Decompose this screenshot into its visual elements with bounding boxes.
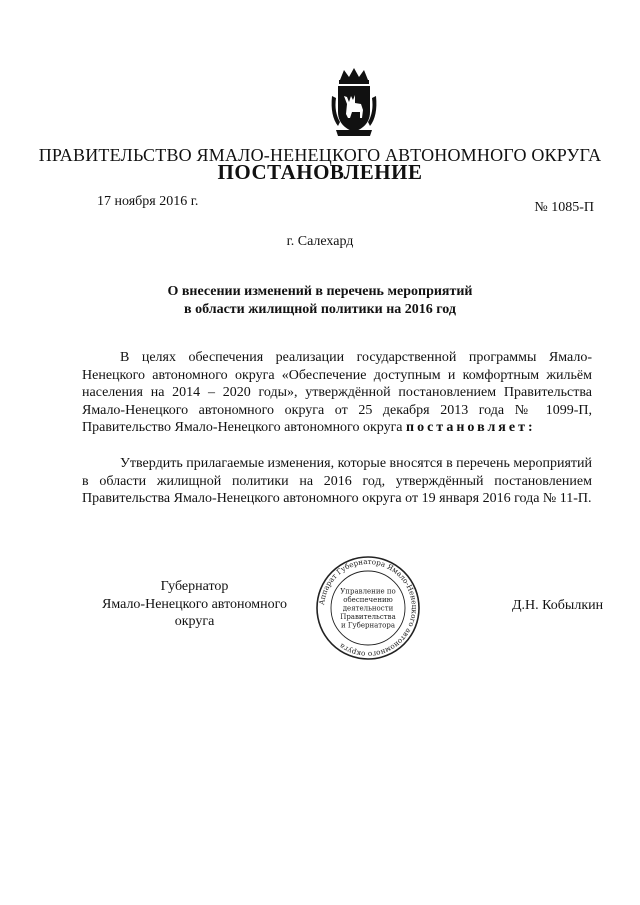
signatory-title-line-1: Губернатор bbox=[160, 579, 229, 594]
document-type: ПОСТАНОВЛЕНИЕ bbox=[217, 160, 423, 184]
signatory-name: Д.Н. Кобылкин bbox=[512, 598, 604, 613]
document-title bbox=[150, 283, 490, 319]
seal-inner-line: деятельности bbox=[342, 604, 394, 613]
seal-inner-line: и Губернатора bbox=[340, 621, 396, 630]
coat-of-arms-icon bbox=[328, 66, 380, 138]
round-seal bbox=[315, 555, 421, 661]
resolution-keyword: постановляет: bbox=[406, 420, 536, 435]
title-line-2: в области жилищной политики на 2016 год bbox=[184, 302, 456, 317]
document-date: 17 ноября 2016 г. bbox=[97, 194, 199, 209]
seal-inner-line: обеспечению bbox=[343, 596, 393, 604]
title-line-1: О внесении изменений в перечень мероприятий bbox=[167, 284, 473, 299]
seal-inner-text bbox=[340, 588, 396, 630]
paragraph-preamble bbox=[82, 349, 592, 437]
seal-outer-text: Аппарат Губернатора Ямало-Ненецкого автономного округа bbox=[317, 556, 420, 660]
preamble-text: В целях обеспечения реализации государственной программы Ямало-Ненецкого автономного округа «Обеспечение доступным и комфортным жильём населения на 2014 – 2020 годы», утверждённой постановлением Правительства Ямало-Ненецкого автономного округа от 25 декабря 2013 года № 1099-П, Правительство Ямало-Ненецкого автономного округа bbox=[82, 350, 592, 435]
signatory-title-line-2: Ямало-Ненецкого автономного округа bbox=[102, 596, 287, 629]
seal-inner-line: Управление по bbox=[340, 587, 396, 596]
document-city: г. Салехард bbox=[286, 234, 354, 249]
resolution-text: Утвердить прилагаемые изменения, которые вносятся в перечень мероприятий в области жилищной политики на 2016 год, утверждённый постановлением Правительства Ямало-Ненецкого автономного округа от 19 января 2016 года № 11-П. bbox=[82, 456, 592, 506]
government-name: ПРАВИТЕЛЬСТВО ЯМАЛО-НЕНЕЦКОГО АВТОНОМНОГО ОКРУГА bbox=[38, 145, 602, 165]
document-number: № 1085-П bbox=[534, 200, 594, 215]
seal-inner-line: Правительства bbox=[340, 613, 396, 621]
paragraph-resolution bbox=[82, 455, 592, 508]
signatory-title bbox=[82, 578, 307, 631]
